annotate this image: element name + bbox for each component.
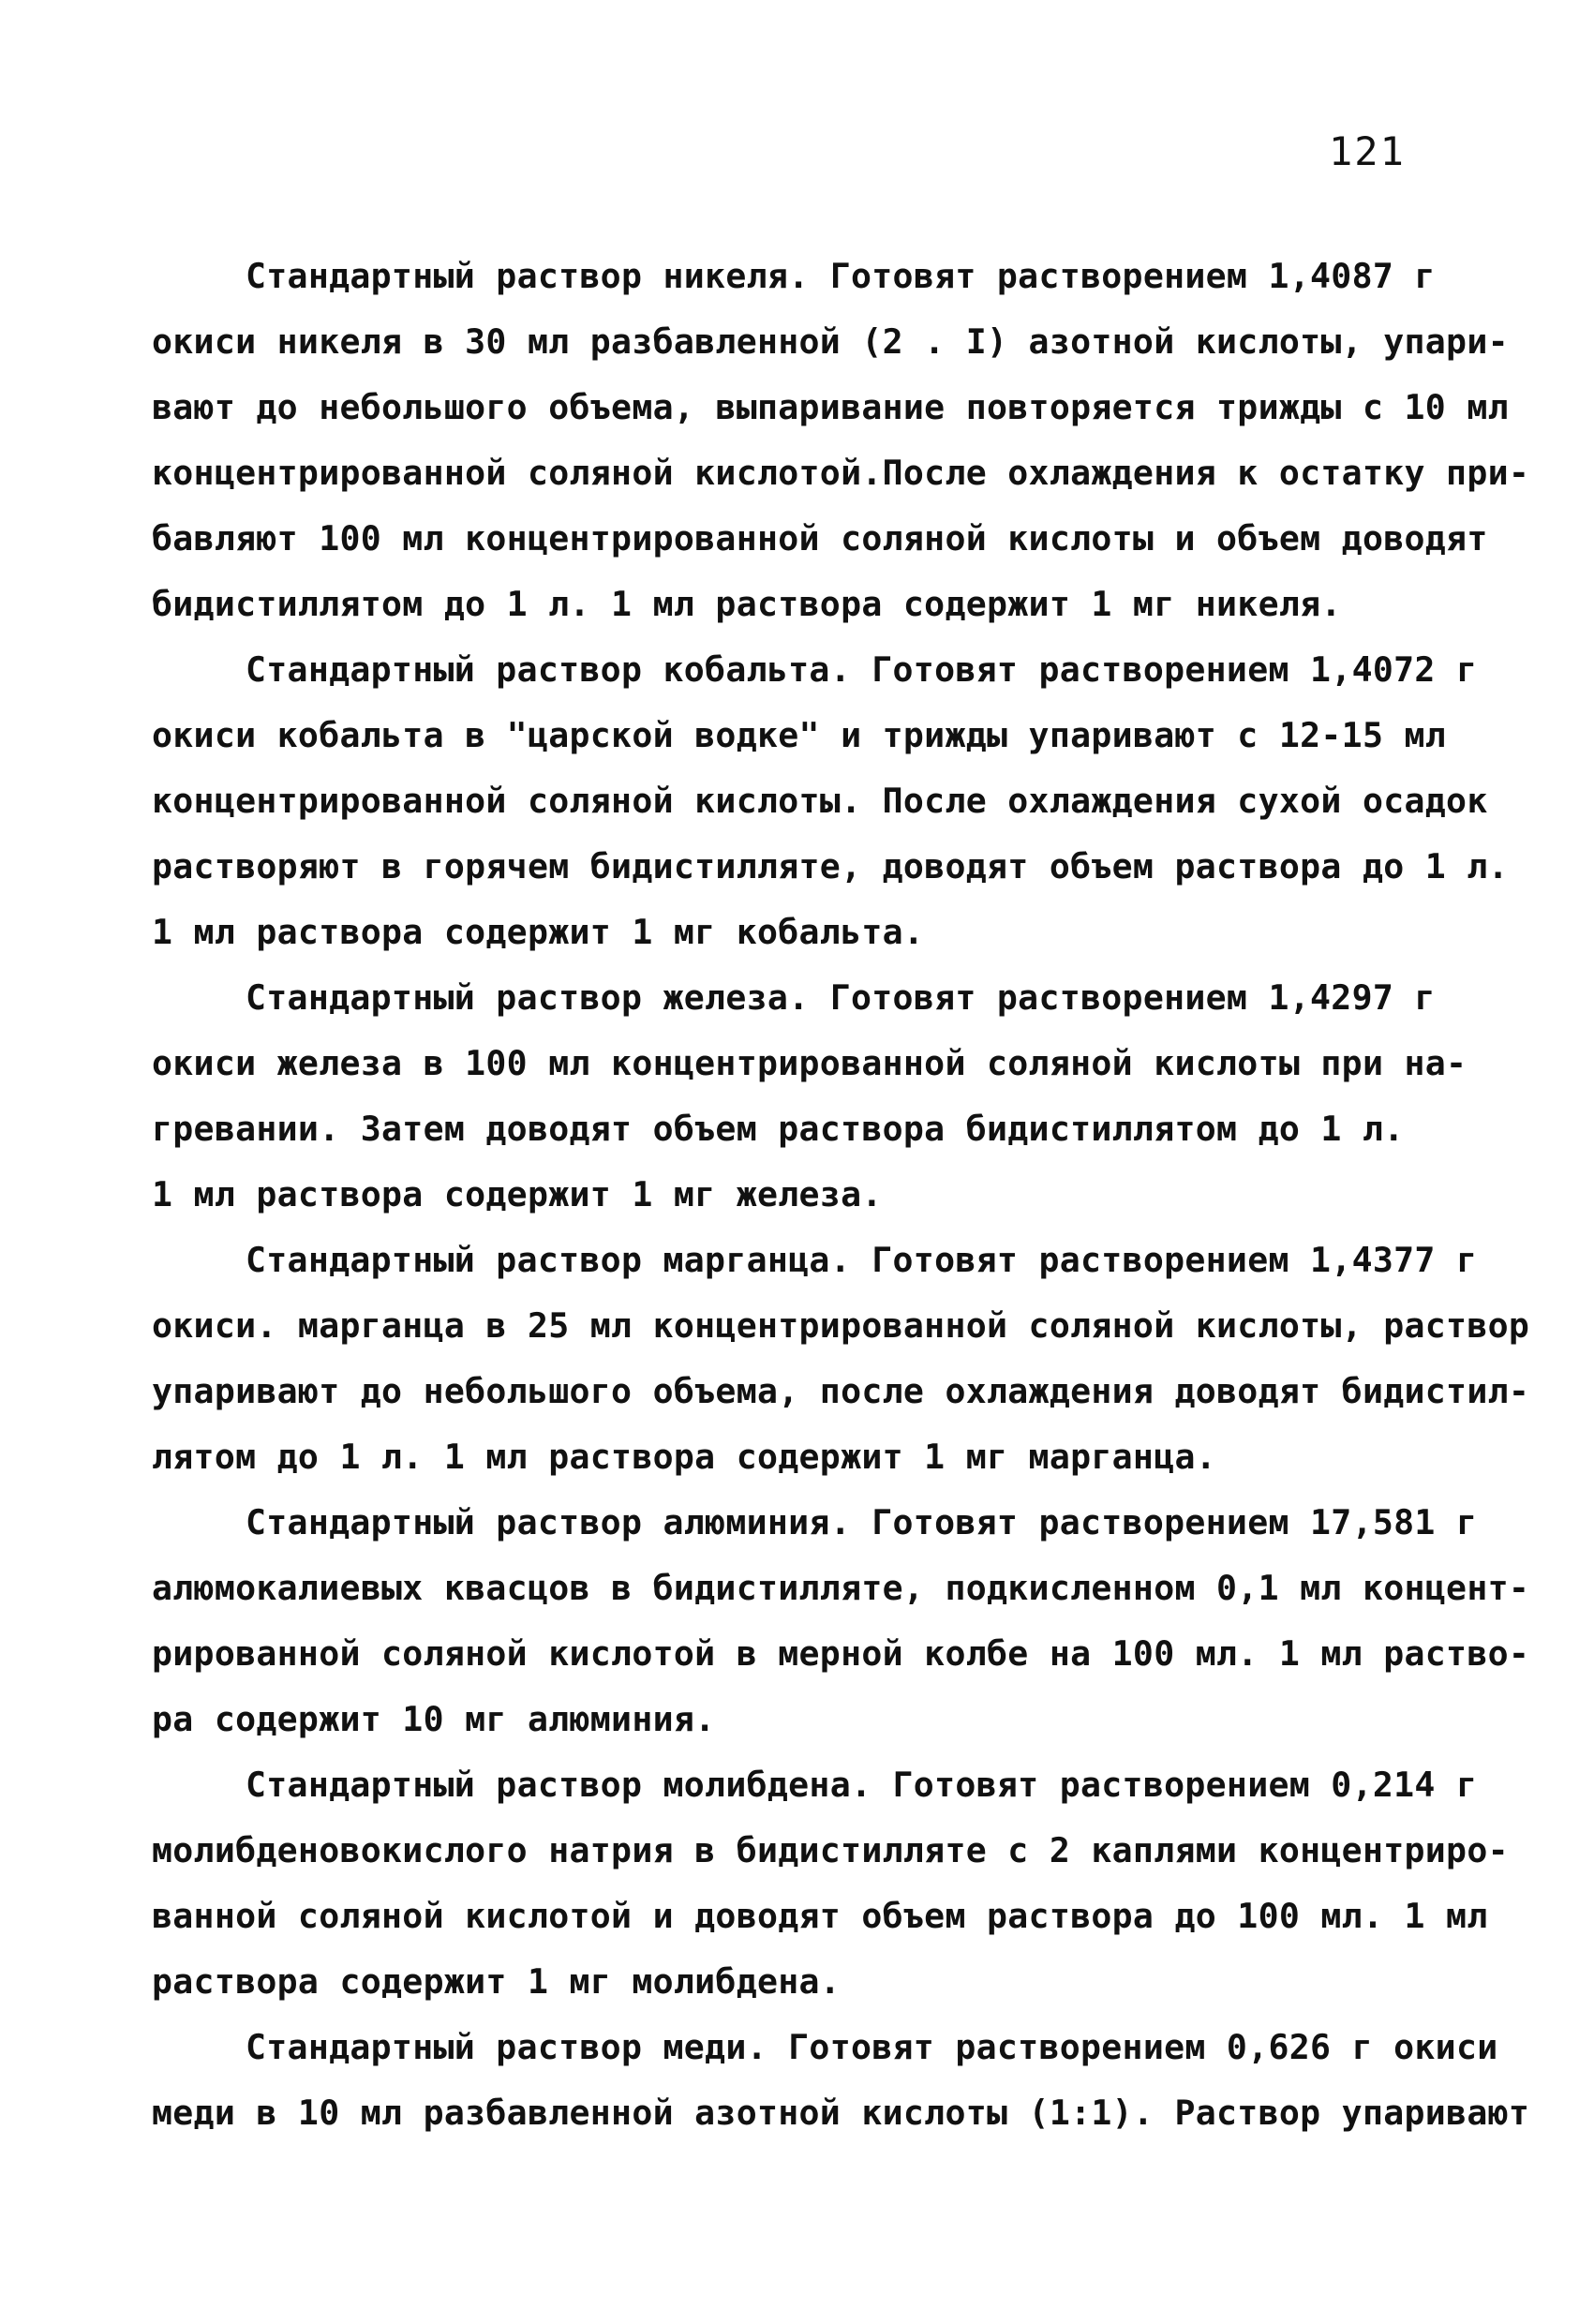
text-line: упаривают до небольшого объема, после охлаждения доводят бидистил- (152, 1371, 1530, 1411)
text-line: молибденовокислого натрия в бидистилляте с 2 каплями концентриро- (152, 1830, 1509, 1870)
text-line: бавляют 100 мл концентрированной соляной кислоты и объем доводят (152, 518, 1488, 559)
text-line: бидистиллятом до 1 л. 1 мл раствора содержит 1 мг никеля. (152, 584, 1342, 624)
paragraph-molybdenum-standard-solution (152, 1752, 1509, 2015)
text-line: 1 мл раствора содержит 1 мг кобальта. (152, 912, 925, 952)
text-line: Стандартный раствор марганца. Готовят растворением 1,4377 г (246, 1240, 1478, 1280)
text-line: меди в 10 мл разбавленной азотной кислоты (1:1). Раствор упаривают (152, 2093, 1530, 2133)
text-line: окиси никеля в 30 мл разбавленной (2 . I) азотной кислоты, упари- (152, 321, 1509, 362)
document-text (152, 244, 1530, 2146)
text-line: раствора содержит 1 мг молибдена. (152, 1961, 842, 2002)
page-number: 121 (1329, 128, 1406, 174)
text-line: окиси. марганца в 25 мл концентрированной соляной кислоты, раствор (152, 1305, 1530, 1346)
text-line: растворяют в горячем бидистилляте, доводят объем раствора до 1 л. (152, 846, 1509, 886)
text-line: алюмокалиевых квасцов в бидистилляте, подкисленном 0,1 мл концент- (152, 1568, 1530, 1608)
paragraph-copper-standard-solution (152, 2015, 1530, 2146)
text-line: Стандартный раствор меди. Готовят растворением 0,626 г окиси (246, 2027, 1498, 2067)
paragraph-iron-standard-solution (152, 965, 1467, 1228)
paragraph-cobalt-standard-solution (152, 637, 1509, 965)
text-line: окиси кобальта в "царской водке" и трижды упаривают с 12-15 мл (152, 715, 1447, 755)
text-line: ванной соляной кислотой и доводят объем раствора до 100 мл. 1 мл (152, 1896, 1488, 1936)
text-line: Стандартный раствор никеля. Готовят растворением 1,4087 г (246, 256, 1436, 296)
paragraph-aluminum-standard-solution (152, 1490, 1530, 1752)
text-line: гревании. Затем доводят объем раствора бидистиллятом до 1 л. (152, 1109, 1405, 1149)
text-line: ра содержит 10 мг алюминия. (152, 1699, 716, 1739)
text-line: концентрированной соляной кислотой.После охлаждения к остатку при- (152, 453, 1530, 493)
text-line: лятом до 1 л. 1 мл раствора содержит 1 мг марганца. (152, 1437, 1217, 1477)
text-line: Стандартный раствор алюминия. Готовят растворением 17,581 г (246, 1502, 1478, 1542)
text-line: рированной соляной кислотой в мерной колбе на 100 мл. 1 мл раство- (152, 1633, 1530, 1674)
text-line: концентрированной соляной кислоты. После охлаждения сухой осадок (152, 781, 1488, 821)
text-line: вают до небольшого объема, выпаривание повторяется трижды с 10 мл (152, 387, 1509, 427)
text-line: окиси железа в 100 мл концентрированной соляной кислоты при на- (152, 1043, 1467, 1083)
text-line: 1 мл раствора содержит 1 мг железа. (152, 1174, 883, 1214)
paragraph-manganese-standard-solution (152, 1228, 1530, 1490)
text-line: Стандартный раствор железа. Готовят растворением 1,4297 г (246, 977, 1436, 1018)
text-line: Стандартный раствор молибдена. Готовят растворением 0,214 г (246, 1765, 1478, 1805)
paragraph-nickel-standard-solution (152, 244, 1530, 637)
text-line: Стандартный раствор кобальта. Готовят растворением 1,4072 г (246, 649, 1478, 690)
